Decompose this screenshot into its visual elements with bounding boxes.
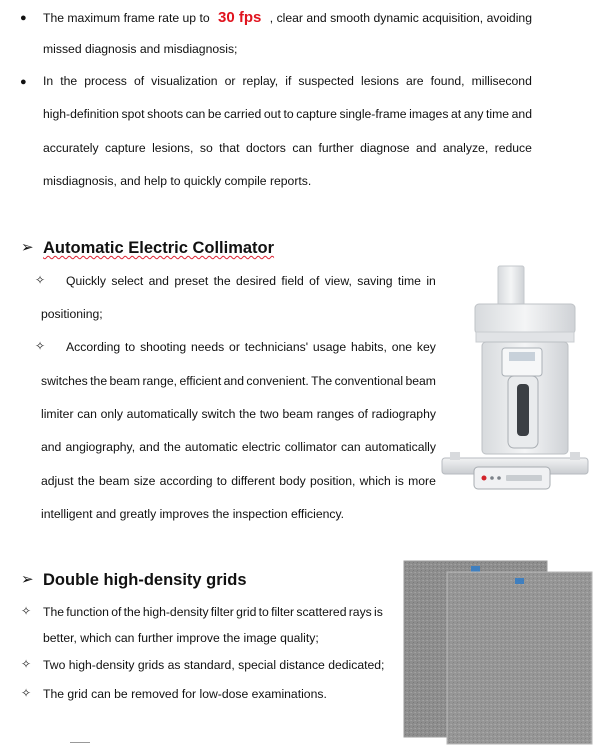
word: accurately <box>43 141 99 155</box>
collimator-item-1-line-2: positioning; <box>41 307 103 321</box>
word: convenient. <box>246 374 309 388</box>
word: capture <box>104 141 146 155</box>
word: replay, <box>242 74 279 88</box>
collimator-item-2-line-4 <box>41 440 436 454</box>
collimator-item-1-line-1 <box>66 274 436 288</box>
word: needs <box>190 340 225 354</box>
four-pointed-star-icon: ✧ <box>21 604 32 618</box>
word: In <box>43 74 54 88</box>
word: only <box>100 407 123 421</box>
word: high-density <box>142 605 209 619</box>
word: According <box>66 340 121 354</box>
word: beam <box>405 374 436 388</box>
word: that <box>219 141 240 155</box>
word: technicians' <box>244 340 309 354</box>
word: reduce <box>494 141 532 155</box>
word: so <box>199 141 213 155</box>
word: single-frame <box>339 107 407 121</box>
word: beam <box>282 407 313 421</box>
word: scattered <box>296 605 347 619</box>
word: is <box>395 474 404 488</box>
word: field <box>281 274 304 288</box>
intro-bullet-1-line-1 <box>43 9 532 26</box>
collimator-item-2-line-2 <box>41 374 436 388</box>
word: ranges <box>316 407 354 421</box>
word: electric <box>241 440 281 454</box>
grids-item-1-line-1 <box>43 605 383 619</box>
word: beam <box>109 374 141 388</box>
word: found, <box>430 74 465 88</box>
word: carried <box>224 107 262 121</box>
grids-item-1-line-2: better, which can further improve the image quality; <box>43 631 319 645</box>
word: shoots <box>147 107 184 121</box>
word: limiter <box>41 407 74 421</box>
word: further <box>318 141 354 155</box>
word: and <box>223 374 244 388</box>
word: millisecond <box>471 74 532 88</box>
word: The <box>311 374 333 388</box>
word: size <box>133 474 156 488</box>
word: time <box>397 274 421 288</box>
word: radiography <box>371 407 436 421</box>
word: lesions, <box>152 141 194 155</box>
four-pointed-star-icon: ✧ <box>21 686 32 700</box>
word: conventional <box>334 374 404 388</box>
word: at <box>451 107 462 121</box>
frame-rate-highlight: 30 fps <box>218 9 262 26</box>
word: and <box>511 107 532 121</box>
word: different <box>231 474 276 488</box>
word: preset <box>174 274 209 288</box>
intro-bullet-2-line-3 <box>43 141 532 155</box>
section-title-collimator <box>43 239 274 258</box>
word: Quickly <box>66 274 106 288</box>
word: saving <box>357 274 393 288</box>
word: filter <box>210 605 234 619</box>
four-pointed-star-icon: ✧ <box>21 657 32 671</box>
section-title-text: Automatic Electric Collimator <box>43 239 275 257</box>
word: or <box>229 340 240 354</box>
intro-text: , clear and smooth dynamic acquisition, avoiding <box>269 11 532 25</box>
word: switches <box>41 374 88 388</box>
intro-bullet-2-line-2 <box>43 107 532 121</box>
word: which <box>359 474 391 488</box>
word: collimator <box>284 440 337 454</box>
collimator-item-2-line-6: intelligent and greatly improves the inspection efficiency. <box>41 507 345 521</box>
word: the <box>60 74 78 88</box>
word: adjust <box>41 474 74 488</box>
word: the <box>77 474 95 488</box>
section-title-grids: Double high-density grids <box>43 571 247 589</box>
word: of <box>111 605 122 619</box>
word: more <box>408 474 436 488</box>
word: doctors <box>245 141 286 155</box>
word: can <box>185 107 206 121</box>
word: in <box>426 274 436 288</box>
collimator-item-2-line-5 <box>41 474 436 488</box>
word: analyze, <box>442 141 489 155</box>
word: be <box>207 107 222 121</box>
word: function <box>66 605 109 619</box>
word: can <box>292 141 312 155</box>
word: the <box>163 440 181 454</box>
word: out <box>263 107 281 121</box>
word: two <box>259 407 279 421</box>
word: efficient <box>179 374 222 388</box>
four-pointed-star-icon: ✧ <box>35 339 46 353</box>
word: high-definition <box>43 107 119 121</box>
right-arrowhead-icon: ➢ <box>21 571 34 588</box>
word: position, <box>309 474 356 488</box>
word: grid <box>236 605 257 619</box>
word: capture <box>296 107 337 121</box>
right-arrowhead-icon: ➢ <box>21 239 34 256</box>
word: to <box>125 340 136 354</box>
word: body <box>279 474 306 488</box>
word: can <box>341 440 361 454</box>
word: of <box>309 274 320 288</box>
word: the <box>90 374 108 388</box>
word: one <box>391 340 413 354</box>
intro-text: The maximum frame rate up to <box>43 11 210 25</box>
word: suspected <box>298 74 354 88</box>
word: automatic <box>184 440 238 454</box>
word: lesions <box>360 74 399 88</box>
word: and <box>416 141 437 155</box>
word: spot <box>121 107 145 121</box>
word: view, <box>324 274 352 288</box>
word: to <box>216 474 227 488</box>
word: is <box>374 605 383 619</box>
word: any <box>463 107 484 121</box>
word: angiography, <box>65 440 136 454</box>
word: and <box>139 440 160 454</box>
grids-item-2-line-1: Two high-density grids as standard, special distance dedicated; <box>43 658 385 672</box>
grid-panels-illustration <box>403 560 593 746</box>
word: and <box>148 274 169 288</box>
word: The <box>43 605 65 619</box>
word: key <box>416 340 436 354</box>
word: habits, <box>350 340 387 354</box>
x-ray-machine-illustration <box>440 262 590 494</box>
word: time <box>486 107 510 121</box>
grids-item-3-line-1: The grid can be removed for low-dose examinations. <box>43 687 327 701</box>
word: the <box>123 605 141 619</box>
four-pointed-star-icon: ✧ <box>35 273 46 287</box>
word: select <box>111 274 144 288</box>
word: automatically <box>364 440 436 454</box>
bullet-icon: ● <box>20 12 27 24</box>
word: automatically <box>126 407 198 421</box>
word: to <box>283 107 294 121</box>
word: of <box>133 74 145 88</box>
collimator-item-2-line-3 <box>41 407 436 421</box>
word: diagnose <box>360 141 410 155</box>
word: process <box>84 74 127 88</box>
word: if <box>285 74 292 88</box>
word: filter <box>271 605 295 619</box>
word: switch <box>201 407 236 421</box>
intro-bullet-2-line-4: misdiagnosis, and help to quickly compile reports. <box>43 174 312 188</box>
word: usage <box>312 340 347 354</box>
word: range, <box>142 374 178 388</box>
word: visualization <box>151 74 218 88</box>
word: the <box>239 407 257 421</box>
word: to <box>258 605 269 619</box>
word: and <box>41 440 62 454</box>
collimator-item-2-line-1 <box>66 340 436 354</box>
word: images <box>409 107 449 121</box>
word: desired <box>236 274 276 288</box>
word: beam <box>98 474 130 488</box>
word: shooting <box>140 340 187 354</box>
bullet-icon: ● <box>20 76 27 88</box>
word: are <box>405 74 424 88</box>
footer-rule <box>70 742 90 743</box>
word: can <box>77 407 97 421</box>
intro-bullet-1-line-2: missed diagnosis and misdiagnosis; <box>43 42 238 56</box>
word: of <box>357 407 368 421</box>
intro-bullet-2-line-1 <box>43 74 532 88</box>
word: rays <box>348 605 372 619</box>
word: according <box>159 474 213 488</box>
word: the <box>213 274 231 288</box>
word: or <box>224 74 236 88</box>
